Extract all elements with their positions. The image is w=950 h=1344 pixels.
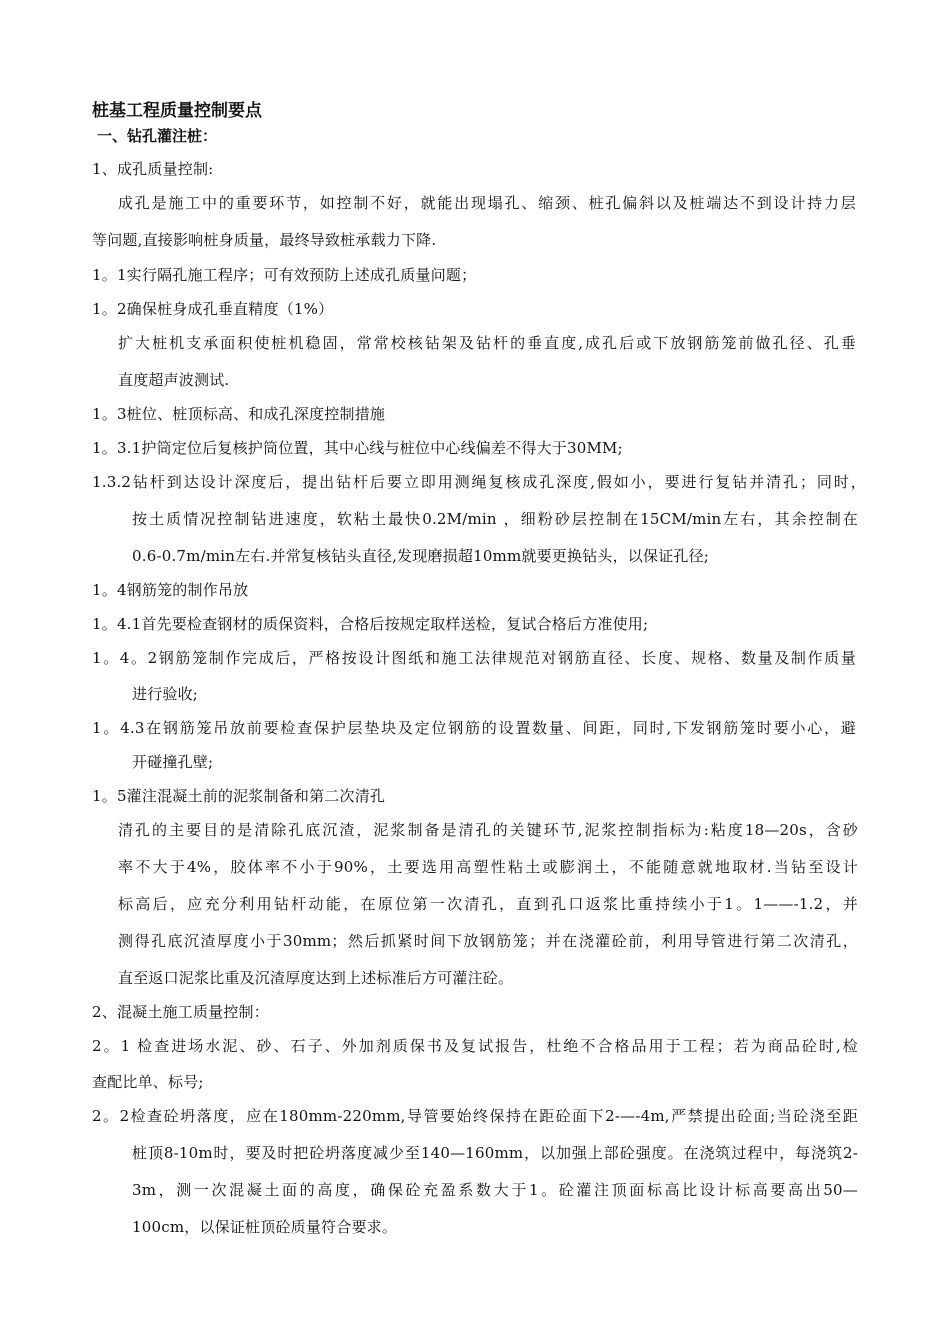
paragraph-line: 标高后，应充分利用钻杆动能，在原位第一次清孔，直到孔口返浆比重持续小于1。1——-1.2，并: [118, 895, 858, 913]
list-item: 2。2检查砼坍落度，应在180mm-220mm,导管要始终保持在距砼面下2-—-4m,严禁提出砼面;当砼浇至距: [92, 1107, 858, 1125]
paragraph-line: 率不大于4%，胶体率不小于90%，土要选用高塑性粘土或膨润土，不能随意就地取材.当钻至设计: [118, 858, 858, 876]
paragraph-line: 清孔的主要目的是清除孔底沉渣，泥浆制备是清孔的关键环节,泥浆控制指标为:粘度18—20s，含砂: [118, 821, 858, 839]
list-item: 1。2确保桩身成孔垂直精度（1%）: [92, 300, 334, 318]
list-item: 1。1实行隔孔施工程序；可有效预防上述成孔质量问题；: [92, 266, 477, 284]
list-item: 1。4.1首先要检查钢材的质保资料，合格后按规定取样送检，复试合格后方准使用;: [92, 615, 649, 633]
paragraph-line: 桩顶8-10m时，要及时把砼坍落度减少至140—160mm，以加强上部砼强度。在浇筑过程中，每浇筑2-: [132, 1144, 858, 1162]
subsection-heading-hole-quality: 1、成孔质量控制:: [92, 160, 214, 178]
paragraph-line: 直至返口泥浆比重及沉渣厚度达到上述标准后方可灌注砼。: [118, 969, 514, 987]
paragraph-line: 成孔是施工中的重要环节，如控制不好，就能出现塌孔、缩颈、桩孔偏斜以及桩端达不到设计持力层: [118, 194, 856, 212]
list-item: 1。3.1护筒定位后复核护筒位置，其中心线与桩位中心线偏差不得大于30MM;: [92, 439, 623, 457]
list-item: 2。1 检查进场水泥、砂、石子、外加剂质保书及复试报告，杜绝不合格品用于工程；若为商品砼时,检: [92, 1037, 858, 1055]
paragraph-line: 进行验收;: [132, 685, 199, 703]
subsection-heading-concrete: 2、混凝土施工质量控制：: [92, 1003, 269, 1021]
list-item: 1。4.3在钢筋笼吊放前要检查保护层垫块及定位钢筋的设置数量、间距，同时,下发钢筋笼时要小心，避: [92, 719, 856, 737]
paragraph-line: 3m，测一次混凝土面的高度，确保砼充盈系数大于1。砼灌注顶面标高比设计标高要高出50—: [132, 1181, 858, 1199]
paragraph-line: 扩大桩机支承面积使桩机稳固，常常校核钻架及钻杆的垂直度,成孔后或下放钢筋笼前做孔径、孔垂: [118, 334, 856, 352]
paragraph-line: 0.6-0.7m/min左右.并常复核钻头直径,发现磨损超10mm就要更换钻头，以保证孔径;: [132, 547, 710, 565]
document-title: 桩基工程质量控制要点: [92, 101, 262, 121]
list-item: 1。5灌注混凝土前的泥浆制备和第二次清孔: [92, 787, 386, 805]
paragraph-line: 开碰撞孔壁;: [132, 753, 214, 771]
paragraph-line: 按土质情况控制钻进速度，软粘土最快0.2M/min ，细粉砂层控制在15CM/min左右，其余控制在: [132, 510, 858, 528]
paragraph-line: 直度超声波测试.: [118, 371, 230, 389]
paragraph-line: 查配比单、标号;: [92, 1073, 204, 1091]
list-item: 1.3.2钻杆到达设计深度后，提出钻杆后要立即用测绳复核成孔深度,假如小，要进行复钻并清孔；同时，: [92, 473, 866, 491]
paragraph-line: 等问题,直接影响桩身质量，最终导致桩承载力下降.: [92, 231, 437, 249]
paragraph-line: 100cm，以保证桩顶砼质量符合要求。: [132, 1218, 398, 1236]
section-heading-bored-pile: 一、钻孔灌注桩：: [97, 127, 218, 145]
list-item: 1。3桩位、桩顶标高、和成孔深度控制措施: [92, 405, 386, 423]
paragraph-line: 测得孔底沉渣厚度小于30mm；然后抓紧时间下放钢筋笼；并在浇灌砼前，利用导管进行第二次清孔，: [118, 932, 858, 950]
list-item: 1。4。2钢筋笼制作完成后，严格按设计图纸和施工法律规范对钢筋直径、长度、规格、数量及制作质量: [92, 649, 856, 667]
list-item: 1。4钢筋笼的制作吊放: [92, 581, 249, 599]
